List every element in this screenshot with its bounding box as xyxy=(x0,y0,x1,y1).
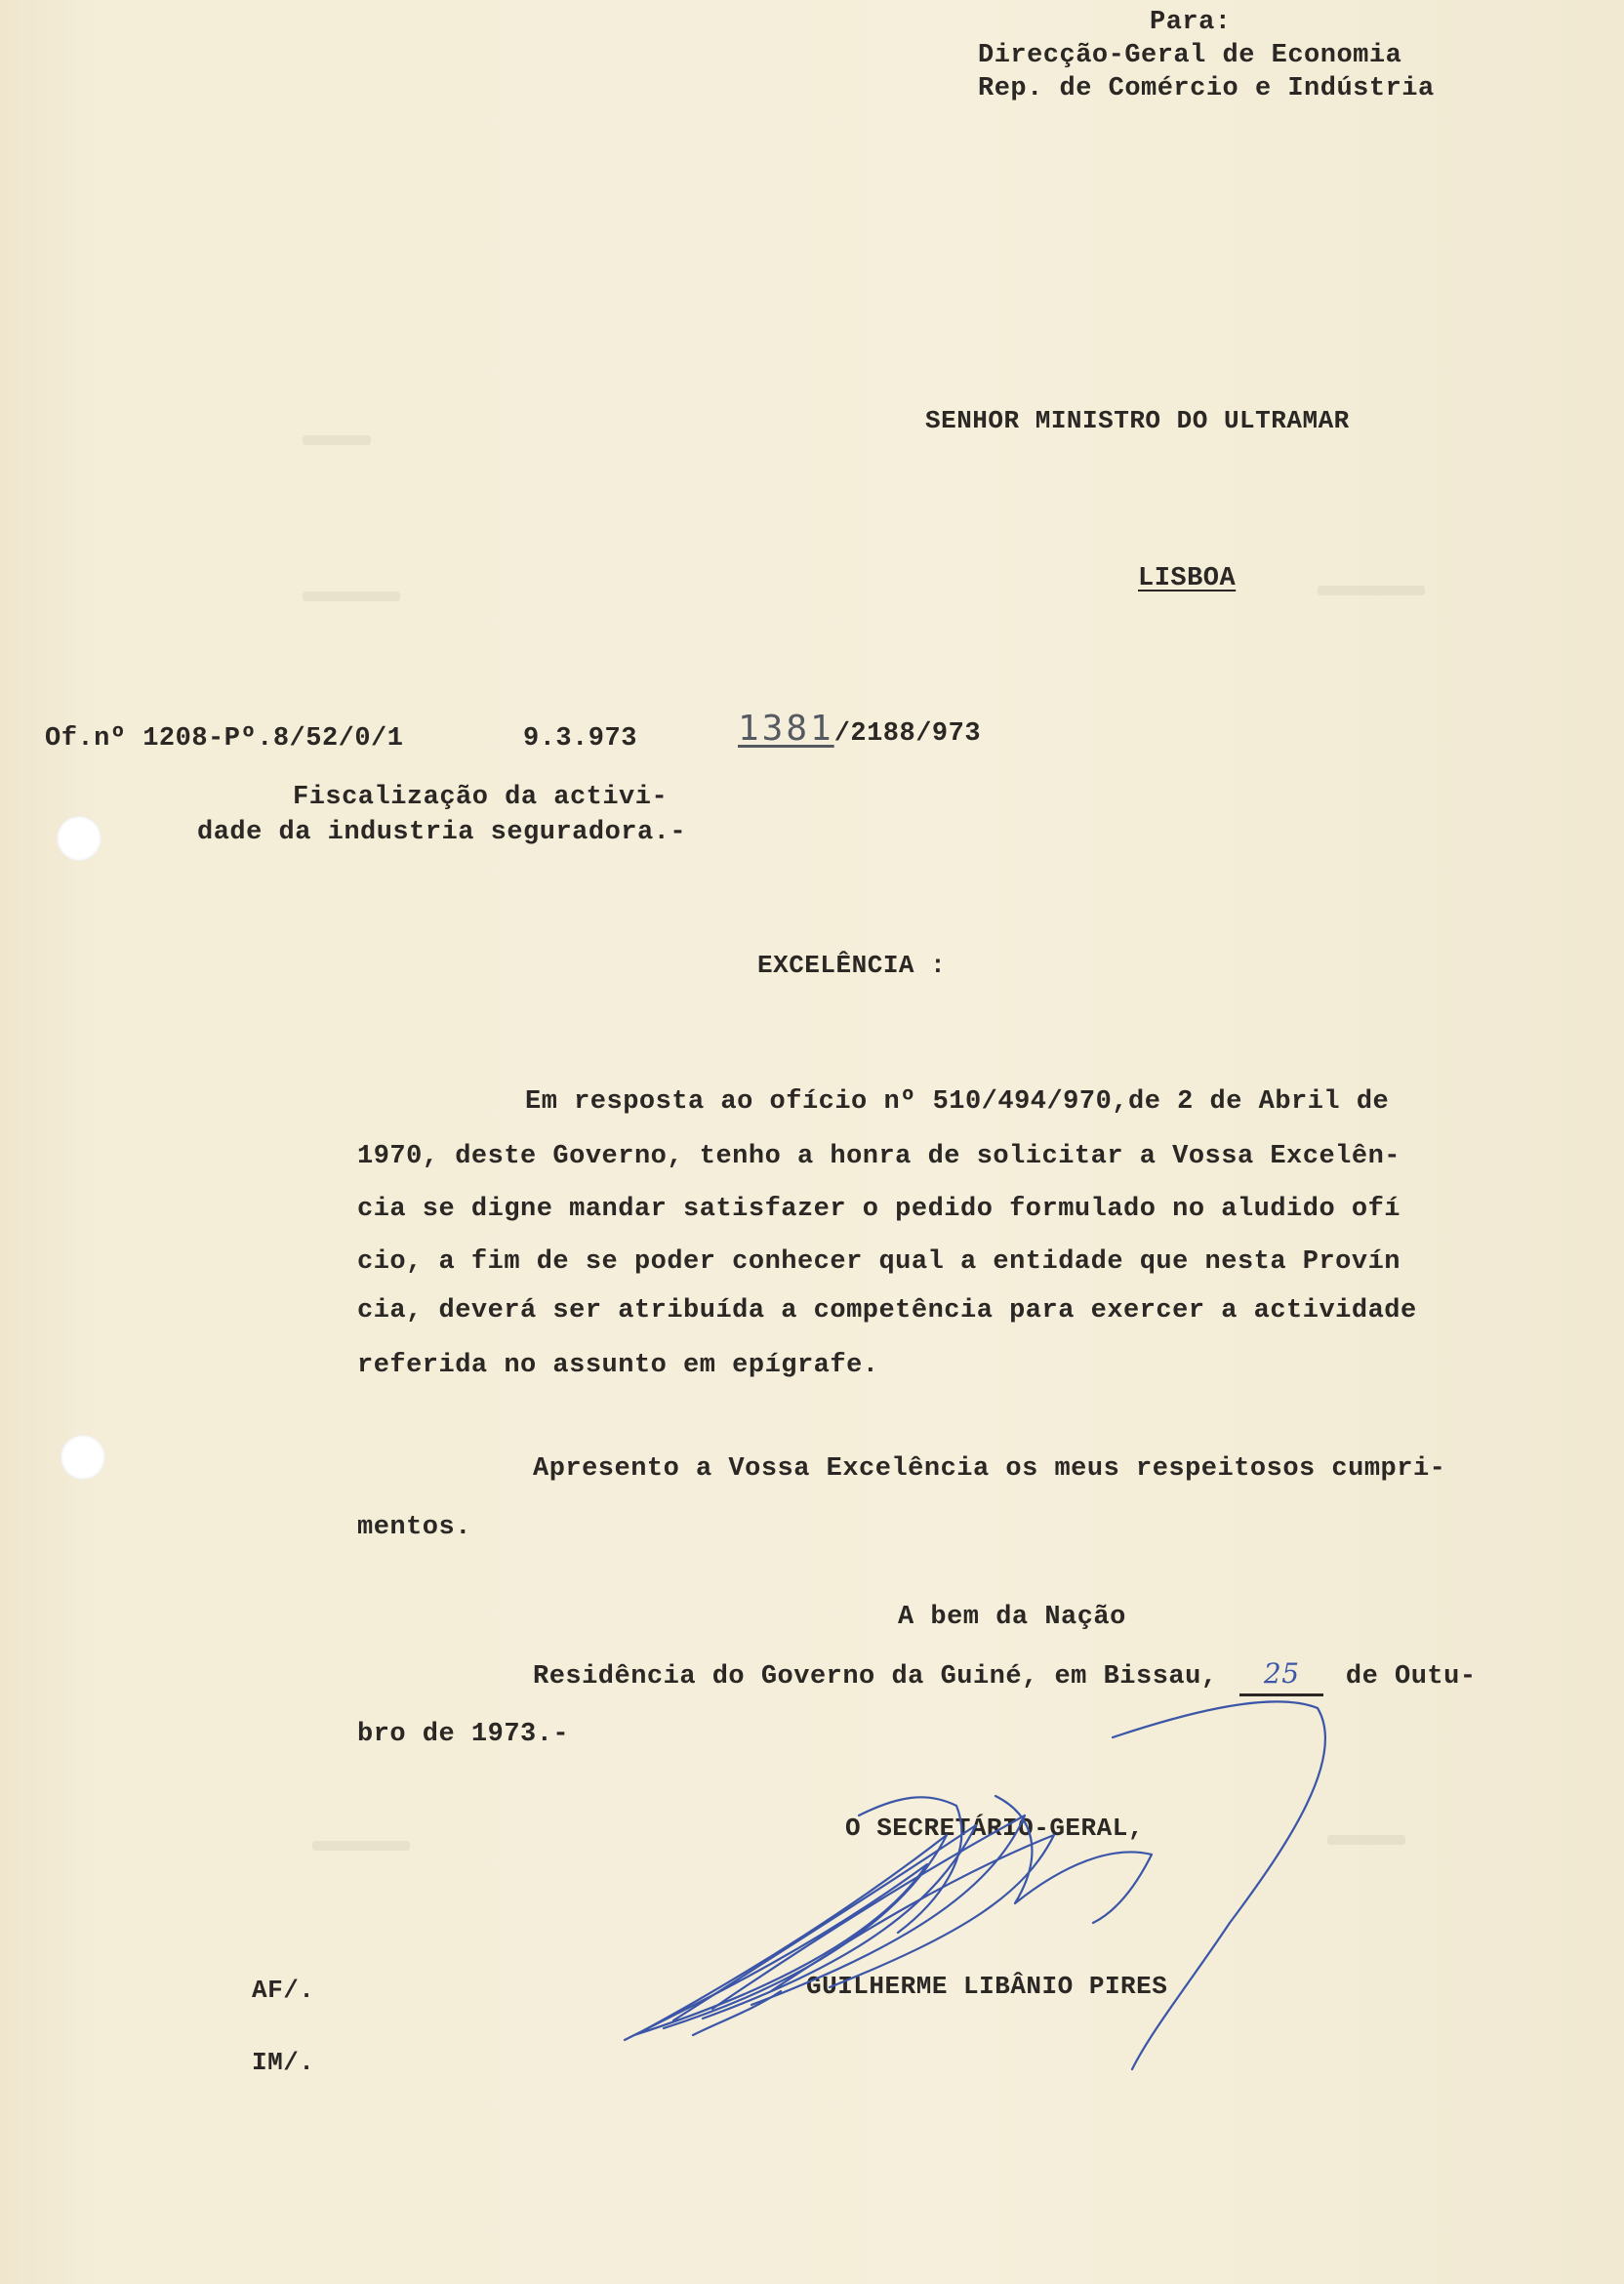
recipient-line-2: Rep. de Comércio e Indústria xyxy=(978,74,1435,103)
place-prefix: Residência do Governo da Guiné, em Bissau, xyxy=(533,1662,1218,1692)
signatory-name: GUILHERME LIBÂNIO PIRES xyxy=(806,1972,1168,2001)
handwritten-signature xyxy=(605,1698,1347,2089)
subject-line-2: dade da industria seguradora.- xyxy=(197,818,687,847)
stamp-number: 1381 xyxy=(738,709,834,749)
bleed-through-mark xyxy=(303,591,400,601)
closing-place-line xyxy=(533,1657,1477,1696)
stamp-suffix: /2188/973 xyxy=(833,719,982,749)
handwritten-day-value: 25 xyxy=(1263,1657,1300,1690)
recipient-line-1: Direcção-Geral de Economia xyxy=(978,41,1402,70)
subject-line-1: Fiscalização da activi- xyxy=(293,783,669,812)
reference-number: Of.nº 1208-Pº.8/52/0/1 xyxy=(45,724,404,754)
bleed-through-mark xyxy=(1318,586,1425,595)
closing-place-line-2: bro de 1973.- xyxy=(357,1720,570,1749)
body-line: mentos. xyxy=(357,1513,471,1542)
body-line: Em resposta ao ofício nº 510/494/970,de 2 de Abril de xyxy=(525,1087,1390,1117)
body-line: cio, a fim de se poder conhecer qual a entidade que nesta Provín xyxy=(357,1247,1401,1277)
salutation: EXCELÊNCIA : xyxy=(757,951,947,980)
body-line: 1970, deste Governo, tenho a honra de solicitar a Vossa Excelên- xyxy=(357,1142,1401,1171)
signatory-role: O SECRETÁRIO-GERAL, xyxy=(845,1814,1144,1843)
reference-date: 9.3.973 xyxy=(523,724,637,754)
body-line: Apresento a Vossa Excelência os meus respeitosos cumpri- xyxy=(533,1454,1446,1484)
addressee-city: LISBOA xyxy=(1138,564,1237,593)
bleed-through-mark xyxy=(303,435,371,445)
initials-line-1: AF/. xyxy=(252,1976,315,2005)
punch-hole-bottom xyxy=(61,1435,105,1480)
body-line: cia se digne mandar satisfazer o pedido formulado no aludido ofí xyxy=(357,1195,1401,1224)
initials-line-2: IM/. xyxy=(252,2048,315,2077)
addressee-title: SENHOR MINISTRO DO ULTRAMAR xyxy=(925,406,1350,435)
para-label: Para: xyxy=(1150,8,1232,37)
bleed-through-mark xyxy=(312,1841,410,1851)
body-line: referida no assunto em epígrafe. xyxy=(357,1351,879,1380)
place-suffix: de Outu- xyxy=(1345,1662,1477,1692)
closing-motto: A bem da Nação xyxy=(898,1603,1126,1632)
handwritten-day xyxy=(1239,1657,1323,1696)
registry-stamp xyxy=(738,709,982,751)
body-line: cia, deverá ser atribuída a competência para exercer a actividade xyxy=(357,1296,1417,1326)
punch-hole-top xyxy=(57,816,102,861)
